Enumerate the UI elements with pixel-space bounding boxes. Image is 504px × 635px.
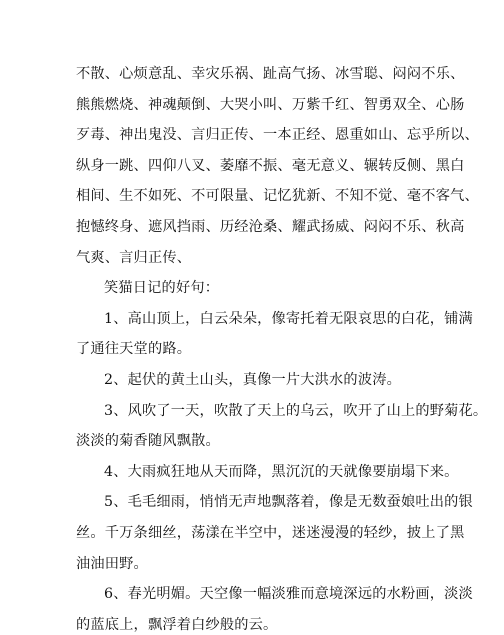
text-line: 1、高山顶上，白云朵朵，像寄托着无限哀思的白花，铺满 — [104, 310, 473, 327]
text-line: 纵身一跳、四仰八叉、萎靡不振、毫无意义、辗转反侧、黑白 — [76, 157, 465, 174]
text-line: 淡淡的菊香随风飘散。 — [76, 433, 220, 450]
text-line: 的蓝底上，飘浮着白纱般的云。 — [76, 616, 278, 633]
text-line: 5、毛毛细雨，悄悄无声地飘落着，像是无数蚕娘吐出的银 — [104, 494, 473, 511]
text-line: 气爽、言归正传、 — [76, 249, 192, 266]
text-line: 熊熊燃烧、神魂颠倒、大哭小叫、万紫千红、智勇双全、心肠 — [76, 96, 465, 113]
text-line: 4、大雨疯狂地从天而降，黑沉沉的天就像要崩塌下来。 — [104, 463, 459, 480]
text-line: 3、风吹了一天，吹散了天上的乌云，吹开了山上的野菊花。 — [104, 402, 488, 419]
text-line: 不散、心烦意乱、幸灾乐祸、趾高气扬、冰雪聪、闷闷不乐、 — [76, 66, 465, 82]
text-line: 歹毒、神出鬼没、言归正传、一本正经、恩重如山、忘乎所以、 — [76, 127, 479, 144]
text-line: 相间、生不如死、不可限量、记忆犹新、不知不觉、毫不客气、 — [76, 188, 479, 205]
text-line: 6、春光明媚。天空像一幅淡雅而意境深远的水粉画，淡淡 — [104, 586, 473, 603]
text-line: 2、起伏的黄土山头，真像一片大洪水的波涛。 — [104, 372, 401, 388]
text-line: 丝。千万条细丝，荡漾在半空中，迷迷漫漫的轻纱，披上了黑 — [76, 525, 465, 541]
text-line: 油油田野。 — [76, 555, 148, 572]
text-line: 了通往天堂的路。 — [76, 341, 192, 358]
text-line: 抱憾终身、遮风挡雨、历经沧桑、耀武扬威、闷闷不乐、秋高 — [76, 219, 465, 235]
section-heading: 笑猫日记的好句： — [104, 280, 220, 297]
